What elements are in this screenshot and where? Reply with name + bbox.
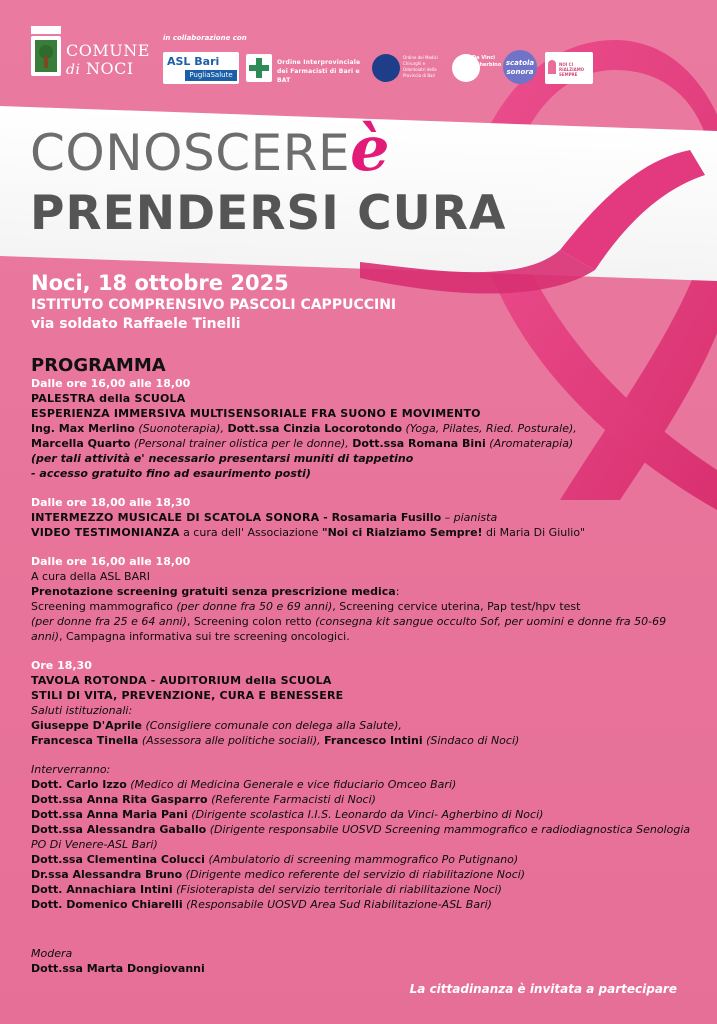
comune-di: di [66, 62, 81, 78]
s3-d3b: , Campagna informativa sui tre screening oncologici. [59, 630, 350, 643]
scatola-line2: sonora [506, 68, 534, 76]
ordine-medici-seal-icon [372, 54, 400, 82]
speaker-name: Dott.ssa Clementina Colucci [31, 853, 205, 866]
s1-note1: (per tali attività e' necessario presentarsi muniti di tappetino [31, 452, 414, 465]
s1-p2-name: Dott.ssa Cinzia Locorotondo [227, 422, 403, 435]
s3-d1c: , Screening cervice uterina, Pap test/hpv test [332, 600, 581, 613]
s3-d3a: anni) [31, 630, 60, 643]
speaker-role: (Ambulatorio di screening mammografico Po Putignano) [204, 853, 519, 866]
scatola-sonora-logo [503, 50, 537, 84]
s2-l1-name: Rosamaria Fusillo [331, 511, 442, 524]
event-venue1: ISTITUTO COMPRENSIVO PASCOLI CAPPUCCINI [31, 297, 397, 313]
header-logos [0, 0, 717, 100]
speaker-role: (Responsabile UOSVD Area Sud Riabilitazione-ASL Bari) [182, 898, 492, 911]
speaker-role: (Fisioterapista del servizio territoriale di riabilitazione Noci) [172, 883, 502, 896]
farm-line1: Ordine Interprovinciale [277, 59, 361, 66]
speaker-row [31, 867, 691, 882]
s3-d2c: (consegna kit sangue occulto Sof, per uomini e donne fra 50-69 [315, 615, 667, 628]
pharmacy-cross-icon [246, 54, 272, 82]
s3-d1a: Screening mammografico [31, 600, 177, 613]
s4-interverranno: Interverranno: [31, 763, 111, 776]
asl-name: ASL Bari [167, 55, 220, 68]
speaker-name: Dott.ssa Anna Maria Pani [31, 808, 188, 821]
s2-l1-title: INTERMEZZO MUSICALE DI SCATOLA SONORA [31, 511, 320, 524]
modera-label: Modera [31, 947, 73, 960]
speaker-role: (Referente Farmacisti di Noci) [207, 793, 376, 806]
s1-p4-name: Dott.ssa Romana Bini [352, 437, 486, 450]
s1-place: PALESTRA della SCUOLA [31, 392, 186, 405]
speaker-row [31, 777, 691, 792]
speaker-row [31, 822, 691, 852]
s2-l1-role: – pianista [441, 511, 498, 524]
s4-g2-name: Francesca Tinella [31, 734, 139, 747]
speaker-role: (Dirigente scolastica I.I.S. Leonardo da Vinci- Agherbino di Noci) [187, 808, 544, 821]
noici-text: NOI CI RIALZIAMO SEMPRE [559, 62, 585, 77]
event-venue2: via soldato Raffaele Tinelli [31, 316, 241, 332]
s1-p2-role: (Yoga, Pilates, Ried. Posturale), [405, 422, 577, 435]
s2-l2-assoc: "Noi ci Rialziamo Sempre! [321, 526, 483, 539]
s3-time: Dalle ore 16,00 alle 18,00 [31, 555, 191, 568]
s3-d1b: (per donne fra 50 e 69 anni) [176, 600, 333, 613]
speaker-name: Dr.ssa Alessandra Bruno [31, 868, 183, 881]
scatola-line1: scatola [505, 59, 535, 67]
speaker-role: (Dirigente medico referente del servizio di riabilitazione Noci) [182, 868, 526, 881]
farmacisti-logo [246, 52, 366, 84]
speaker-name: Dott.ssa Anna Rita Gasparro [31, 793, 208, 806]
comune-line1: COMUNE [66, 41, 150, 60]
comune-crest-icon [28, 26, 64, 84]
s4-saluti: Saluti istituzionali: [31, 704, 133, 717]
s4-g3-role: (Sindaco di Noci) [422, 734, 520, 747]
comune-line2: NOCI [86, 59, 134, 78]
asl-bari-logo [163, 52, 239, 84]
davinci-text [472, 55, 501, 69]
s3-d2b: , Screening colon retto [186, 615, 316, 628]
moderator [31, 946, 205, 976]
s3-line1: A cura della ASL BARI [31, 570, 150, 583]
s4-g1-name: Giuseppe D'Aprile [31, 719, 142, 732]
section-1 [31, 376, 691, 481]
s4-g1-role: (Consigliere comunale con delega alla Salute), [142, 719, 402, 732]
speaker-name: Dott. Annachiara Intini [31, 883, 173, 896]
s4-title1: TAVOLA ROTONDA - AUDITORIUM della SCUOLA [31, 674, 332, 687]
title-line1 [30, 112, 391, 185]
programma-heading: PROGRAMMA [31, 355, 166, 376]
s3-line2: Prenotazione screening gratuiti senza prescrizione medica [31, 585, 396, 598]
section-3 [31, 554, 691, 644]
speaker-row [31, 897, 691, 912]
s3-d2a: (per donne fra 25 e 64 anni) [31, 615, 187, 628]
s1-title: ESPERIENZA IMMERSIVA MULTISENSORIALE FRA SUONO E MOVIMENTO [31, 407, 481, 420]
speaker-role: (Medico di Medicina Generale e vice fiduciario Omceo Bari) [126, 778, 457, 791]
s1-p3-role: (Personal trainer olistica per le donne), [133, 437, 349, 450]
s1-time: Dalle ore 16,00 alle 18,00 [31, 377, 191, 390]
section-4 [31, 658, 691, 912]
s3-line2-end: : [395, 585, 400, 598]
section-2 [31, 495, 691, 540]
speaker-row [31, 792, 691, 807]
title-accent: è [350, 112, 391, 185]
asl-sub: PugliaSalute [185, 70, 237, 81]
speaker-name: Dott.ssa Alessandra Gaballo [31, 823, 207, 836]
s2-time: Dalle ore 18,00 alle 18,30 [31, 496, 191, 509]
comune-name [66, 42, 150, 79]
davinci-line2: Agherbino [472, 62, 502, 68]
invite-text: La cittadinanza è invitata a partecipare [409, 982, 677, 996]
speaker-role: (Dirigente responsabile UOSVD Screening mammografico e radiodiagnostica Senologia PO Di Venere-ASL Bari) [31, 823, 691, 851]
speaker-row [31, 852, 691, 867]
noi-ci-rialziamo-logo [545, 52, 593, 84]
davinci-line1: Da Vinci [472, 55, 495, 61]
speaker-name: Dott. Domenico Chiarelli [31, 898, 183, 911]
s1-note2: - accesso gratuito fino ad esaurimento posti) [31, 467, 311, 480]
s1-p4-role: (Aromaterapia) [489, 437, 574, 450]
s4-g2-role: (Assessora alle politiche sociali), [138, 734, 325, 747]
speaker-row [31, 807, 691, 822]
speaker-list [31, 777, 691, 912]
s4-g3-name: Francesco Intini [324, 734, 423, 747]
s1-p1-role: (Suonoterapia), [138, 422, 224, 435]
s2-l2-mid: a cura dell' Associazione [179, 526, 322, 539]
s2-l2-title: VIDEO TESTIMONIANZA [31, 526, 180, 539]
person-icon [548, 60, 556, 74]
event-date: Noci, 18 ottobre 2025 [31, 271, 289, 295]
modera-name: Dott.ssa Marta Dongiovanni [31, 962, 205, 975]
s4-title2: STILI DI VITA, PREVENZIONE, CURA E BENESSERE [31, 689, 344, 702]
content [31, 270, 691, 912]
ordine-medici-text: Ordine dei Medici Chirurghi e Odontoiatri della Provincia di Bari [403, 55, 438, 78]
speaker-row [31, 882, 691, 897]
title-conoscere: CONOSCERE [30, 124, 351, 182]
farm-line2: dei Farmacisti di Bari e BAT [277, 68, 360, 84]
s4-time: Ore 18,30 [31, 659, 92, 672]
s2-l1-sep: - [319, 511, 332, 524]
s1-p3-name: Marcella Quarto [31, 437, 131, 450]
s2-l2-end: di Maria Di Giulio" [482, 526, 586, 539]
speaker-name: Dott. Carlo Izzo [31, 778, 127, 791]
collab-label: in collaborazione con [163, 34, 247, 42]
title-line2: PRENDERSI CURA [30, 186, 507, 241]
s1-p1-name: Ing. Max Merlino [31, 422, 135, 435]
